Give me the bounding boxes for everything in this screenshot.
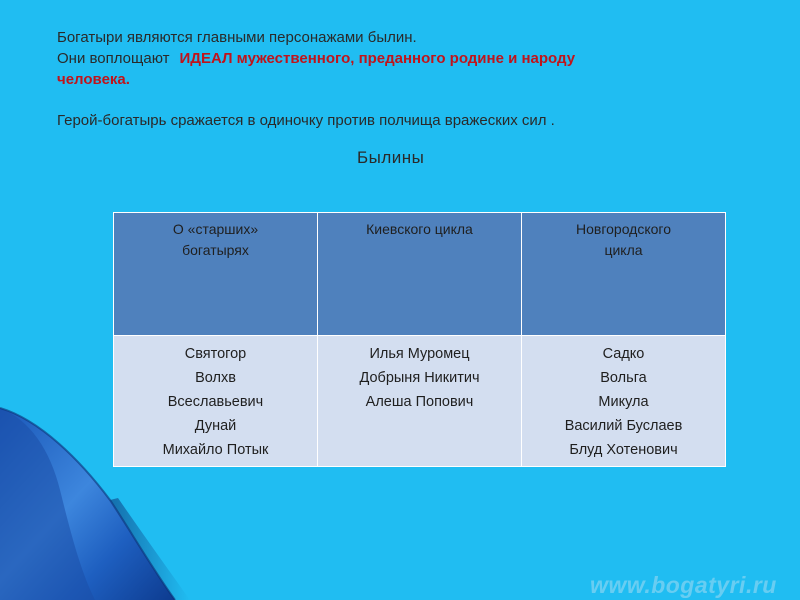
header-cell-kiev <box>318 213 522 336</box>
table-title: Былины <box>357 148 425 167</box>
bylina-table <box>113 212 726 467</box>
hero-name: Садко <box>602 346 645 362</box>
hero-name: Михайло Потык <box>162 442 269 458</box>
header-cell-senior <box>114 213 318 336</box>
header-novgorod-line-1: Новгородского <box>575 221 671 237</box>
cell-kiev-heroes <box>318 336 522 467</box>
hero-name: Илья Муромец <box>369 346 470 362</box>
table-row <box>114 336 726 467</box>
intro-line-2 <box>57 48 757 69</box>
hero-name: Вольга <box>600 370 647 386</box>
header-cell-novgorod <box>522 213 726 336</box>
header-kiev-line-1: Киевского цикла <box>366 221 473 237</box>
table-header-row <box>114 213 726 336</box>
intro-line-2-prefix: Они воплощают <box>57 50 170 67</box>
header-senior-line-1: О «старших» <box>172 221 259 237</box>
hero-name: Алеша Попович <box>365 394 474 410</box>
hero-name: Блуд Хотенович <box>569 442 678 458</box>
header-senior-line-2: богатырях <box>182 242 249 258</box>
cell-novgorod-heroes <box>522 336 726 467</box>
hero-name: Василий Буслаев <box>564 418 683 434</box>
hero-name: Волхв <box>195 370 236 386</box>
intro-line-4: Герой-богатырь сражается в одиночку против полчища вражеских сил . <box>57 112 555 129</box>
header-novgorod-line-2: цикла <box>604 242 643 258</box>
hero-name: Микула <box>598 394 649 410</box>
page-curl-decoration <box>0 380 200 600</box>
intro-line-3-accent: человека. <box>57 71 130 88</box>
watermark-text: www.bogatyri.ru <box>590 572 777 598</box>
intro-line-1: Богатыри являются главными персонажами былин. <box>57 29 417 46</box>
hero-name: Всеславьевич <box>167 394 264 410</box>
ideal-highlight-text: ИДЕАЛ мужественного, преданного родине и народу <box>179 50 576 67</box>
hero-name: Дунай <box>194 418 237 434</box>
intro-text-block <box>57 27 757 131</box>
hero-name: Святогор <box>184 346 247 362</box>
hero-name: Добрыня Никитич <box>359 370 480 386</box>
